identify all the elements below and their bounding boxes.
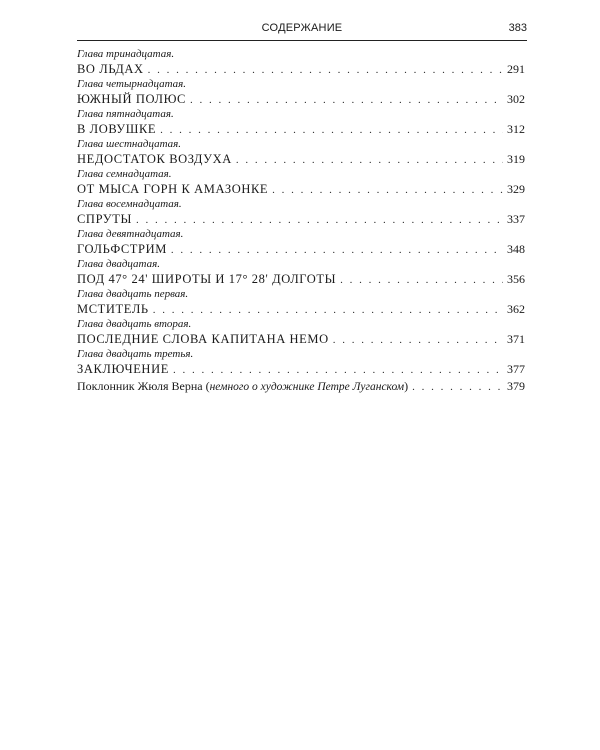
chapter-label: Глава пятнадцатая. bbox=[77, 108, 174, 120]
dot-leader bbox=[412, 379, 503, 396]
dot-leader bbox=[171, 242, 503, 259]
toc-entry-title: В ЛОВУШКЕ bbox=[77, 122, 157, 136]
table-of-contents bbox=[77, 48, 525, 395]
toc-entry[interactable] bbox=[77, 181, 525, 198]
toc-entry-title: ВО ЛЬДАХ bbox=[77, 62, 144, 76]
page-number: 383 bbox=[508, 22, 527, 34]
toc-entry-page: 337 bbox=[507, 212, 525, 226]
toc-entry-page: 348 bbox=[507, 242, 525, 256]
header-rule bbox=[77, 40, 527, 41]
toc-entry-title: ПОСЛЕДНИЕ СЛОВА КАПИТАНА НЕМО bbox=[77, 332, 329, 346]
dot-leader bbox=[173, 362, 503, 379]
toc-entry-title: МСТИТЕЛЬ bbox=[77, 302, 149, 316]
toc-entry[interactable] bbox=[77, 121, 525, 138]
toc-entry[interactable] bbox=[77, 241, 525, 258]
chapter-label: Глава двадцать первая. bbox=[77, 288, 189, 300]
chapter-label: Глава девятнадцатая. bbox=[77, 228, 184, 240]
dot-leader bbox=[160, 122, 503, 139]
afterword-title: Поклонник Жюля Верна ( bbox=[77, 379, 210, 393]
toc-entry-page: 291 bbox=[507, 62, 525, 76]
toc-entry-title: НЕДОСТАТОК ВОЗДУХА bbox=[77, 152, 232, 166]
chapter-label: Глава четырнадцатая. bbox=[77, 78, 187, 90]
toc-entry-title: ПОД 47° 24' ШИРОТЫ И 17° 28' ДОЛГОТЫ bbox=[77, 272, 337, 286]
dot-leader bbox=[333, 332, 503, 349]
toc-entry[interactable] bbox=[77, 301, 525, 318]
toc-entry-title: СПРУТЫ bbox=[77, 212, 132, 226]
toc-entry-page: 377 bbox=[507, 362, 525, 376]
toc-entry-page: 302 bbox=[507, 92, 525, 106]
toc-entry-title: ГОЛЬФСТРИМ bbox=[77, 242, 167, 256]
dot-leader bbox=[190, 92, 503, 109]
chapter-label: Глава двадцать вторая. bbox=[77, 318, 192, 330]
toc-entry[interactable] bbox=[77, 271, 525, 288]
chapter-label: Глава двадцатая. bbox=[77, 258, 160, 270]
toc-entry[interactable] bbox=[77, 211, 525, 228]
chapter-label: Глава семнадцатая. bbox=[77, 168, 172, 180]
toc-entry-page: 379 bbox=[507, 379, 525, 393]
afterword-close-paren: ) bbox=[404, 379, 409, 393]
toc-entry-title: ЗАКЛЮЧЕНИЕ bbox=[77, 362, 169, 376]
toc-entry[interactable] bbox=[77, 331, 525, 348]
toc-entry[interactable] bbox=[77, 61, 525, 78]
toc-entry-page: 362 bbox=[507, 302, 525, 316]
chapter-label: Глава восемнадцатая. bbox=[77, 198, 182, 210]
running-head bbox=[77, 22, 527, 34]
dot-leader bbox=[136, 212, 503, 229]
toc-entry[interactable] bbox=[77, 91, 525, 108]
dot-leader bbox=[153, 302, 503, 319]
dot-leader bbox=[272, 182, 503, 199]
toc-entry-afterword[interactable] bbox=[77, 378, 525, 395]
running-title: СОДЕРЖАНИЕ bbox=[261, 22, 343, 34]
toc-entry-page: 312 bbox=[507, 122, 525, 136]
toc-entry-page: 356 bbox=[507, 272, 525, 286]
afterword-note: немного о художнике Петре Луганском bbox=[209, 381, 405, 393]
toc-entry-page: 319 bbox=[507, 152, 525, 166]
toc-entry-title: ОТ МЫСА ГОРН К АМАЗОНКЕ bbox=[77, 182, 269, 196]
toc-entry[interactable] bbox=[77, 361, 525, 378]
dot-leader bbox=[236, 152, 503, 169]
toc-entry-title: ЮЖНЫЙ ПОЛЮС bbox=[77, 92, 186, 106]
chapter-label: Глава двадцать третья. bbox=[77, 348, 194, 360]
dot-leader bbox=[340, 272, 503, 289]
toc-entry-page: 371 bbox=[507, 332, 525, 346]
toc-entry-page: 329 bbox=[507, 182, 525, 196]
chapter-label: Глава шестнадцатая. bbox=[77, 138, 182, 150]
toc-entry[interactable] bbox=[77, 151, 525, 168]
chapter-label: Глава тринадцатая. bbox=[77, 48, 175, 60]
dot-leader bbox=[148, 62, 503, 79]
